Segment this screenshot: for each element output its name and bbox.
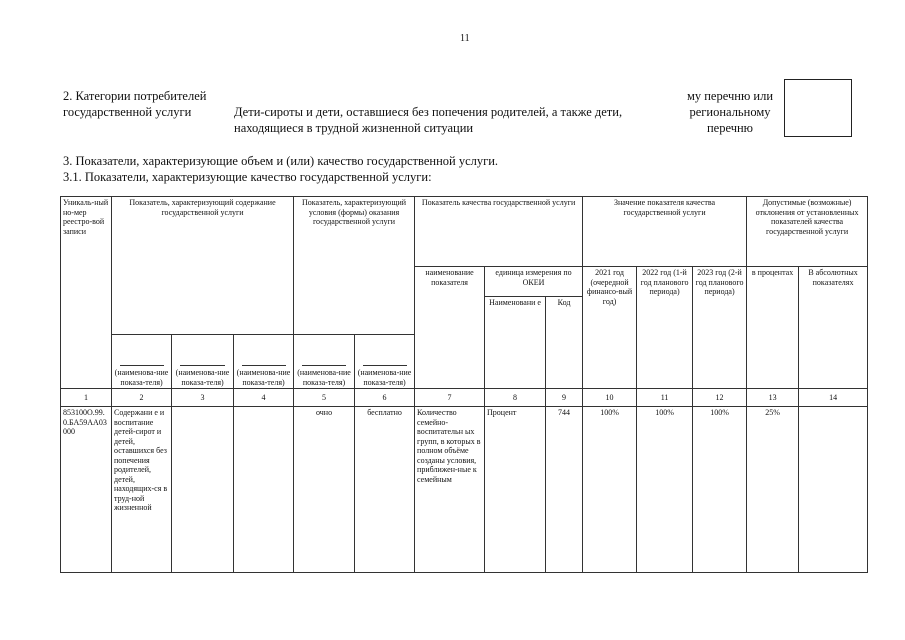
value-2022-cell: 100% — [637, 407, 693, 573]
category-label — [63, 88, 206, 120]
header-quality-indicator: Показатель качества государственной услуги — [415, 197, 583, 267]
category-value — [234, 104, 622, 136]
page-number: 11 — [460, 33, 470, 44]
column-number: 13 — [747, 389, 799, 407]
condition-cell: очно — [294, 407, 355, 573]
column-number: 6 — [355, 389, 415, 407]
column-number: 11 — [637, 389, 693, 407]
header-in-percent: в процентах — [747, 267, 799, 389]
column-number: 2 — [112, 389, 172, 407]
sub-label-text: (наименова-ние показа-теля) — [236, 368, 291, 387]
header-sub-label — [355, 335, 415, 389]
header-registry-number: Уникаль-ный но-мер реестро-вой записи — [61, 197, 112, 389]
unit-code-cell: 744 — [546, 407, 583, 573]
header-unit-okei: единица измерения по ОКЕИ — [485, 267, 583, 297]
header-unit-name: Наименовани е — [485, 297, 546, 389]
header-quality-values: Значение показателя качества государственной услуги — [583, 197, 747, 267]
category-value-line1: Дети-сироты и дети, оставшиеся без попечения родителей, а также дети, — [234, 105, 623, 119]
header-in-absolute: В абсолютных показателях — [799, 267, 868, 389]
header-sub-label — [112, 335, 172, 389]
unit-name-cell: Процент — [485, 407, 546, 573]
value-2023-cell: 100% — [693, 407, 747, 573]
header-unit-code: Код — [546, 297, 583, 389]
column-number: 10 — [583, 389, 637, 407]
section-3-title: 3. Показатели, характеризующие объем и (или) качество государственной услуги. — [63, 154, 499, 168]
header-allowed-deviations: Допустимые (возможные) отклонения от установленных показателей качества государственной услуги — [747, 197, 868, 267]
header-sub-label — [172, 335, 234, 389]
column-number: 5 — [294, 389, 355, 407]
indicator-name-cell: Количество семейно-воспитательн ых групп, в которых в полном объёме созданы условия, приближен-ные к семейным — [415, 407, 485, 573]
registry-number-cell: 853100О.99.0.БА59АА03000 — [61, 407, 112, 573]
regional-list-line3: перечню — [706, 121, 754, 135]
quality-indicators-table — [60, 196, 868, 573]
deviation-percent-cell: 25% — [747, 407, 799, 573]
column-number: 8 — [485, 389, 546, 407]
sub-label-text: (наименова-ние показа-теля) — [297, 368, 351, 387]
regional-list-line1: му перечню или — [686, 89, 774, 103]
header-year-2023: 2023 год (2-й год планового периода) — [693, 267, 747, 389]
content-indicator-cell — [234, 407, 294, 573]
table-row — [61, 407, 868, 573]
sub-label-text: (наименова-ние показа-теля) — [175, 368, 230, 387]
header-year-2021: 2021 год (очередной финансо-вый год) — [583, 267, 637, 389]
regional-list-line2: региональному — [689, 105, 771, 119]
sub-label-text: (наименова-ние показа-теля) — [357, 368, 412, 387]
category-value-line2: находящиеся в трудной жизненной ситуации — [234, 121, 474, 135]
column-number: 9 — [546, 389, 583, 407]
content-indicator-cell: Содержани е и воспитание детей-сирот и детей, оставшихся без попечения родителей, детей, находящих-ся в труд-ной жизненной — [112, 407, 172, 573]
content-indicator-cell — [172, 407, 234, 573]
header-sub-label — [234, 335, 294, 389]
header-sub-label — [294, 335, 355, 389]
category-label-line1: 2. Категории потребителей — [63, 89, 207, 103]
sub-label-text: (наименова-ние показа-теля) — [114, 368, 169, 387]
header-year-2022: 2022 год (1-й год планового периода) — [637, 267, 693, 389]
header-conditions-indicator: Показатель, характеризующий условия (формы) оказания государственной услуги — [294, 197, 415, 335]
condition-cell: бесплатно — [355, 407, 415, 573]
column-number: 4 — [234, 389, 294, 407]
header-indicator-name: наименование показателя — [415, 267, 485, 389]
column-number: 1 — [61, 389, 112, 407]
column-number: 14 — [799, 389, 868, 407]
column-number: 12 — [693, 389, 747, 407]
category-label-line2: государственной услуги — [63, 105, 192, 119]
section-3-1-title: 3.1. Показатели, характеризующие качество государственной услуги: — [63, 170, 432, 184]
header-content-indicator: Показатель, характеризующий содержание государственной услуги — [112, 197, 294, 335]
regional-list-label — [676, 88, 784, 136]
regional-code-box — [784, 79, 852, 137]
column-number: 3 — [172, 389, 234, 407]
value-2021-cell: 100% — [583, 407, 637, 573]
deviation-absolute-cell — [799, 407, 868, 573]
column-number: 7 — [415, 389, 485, 407]
